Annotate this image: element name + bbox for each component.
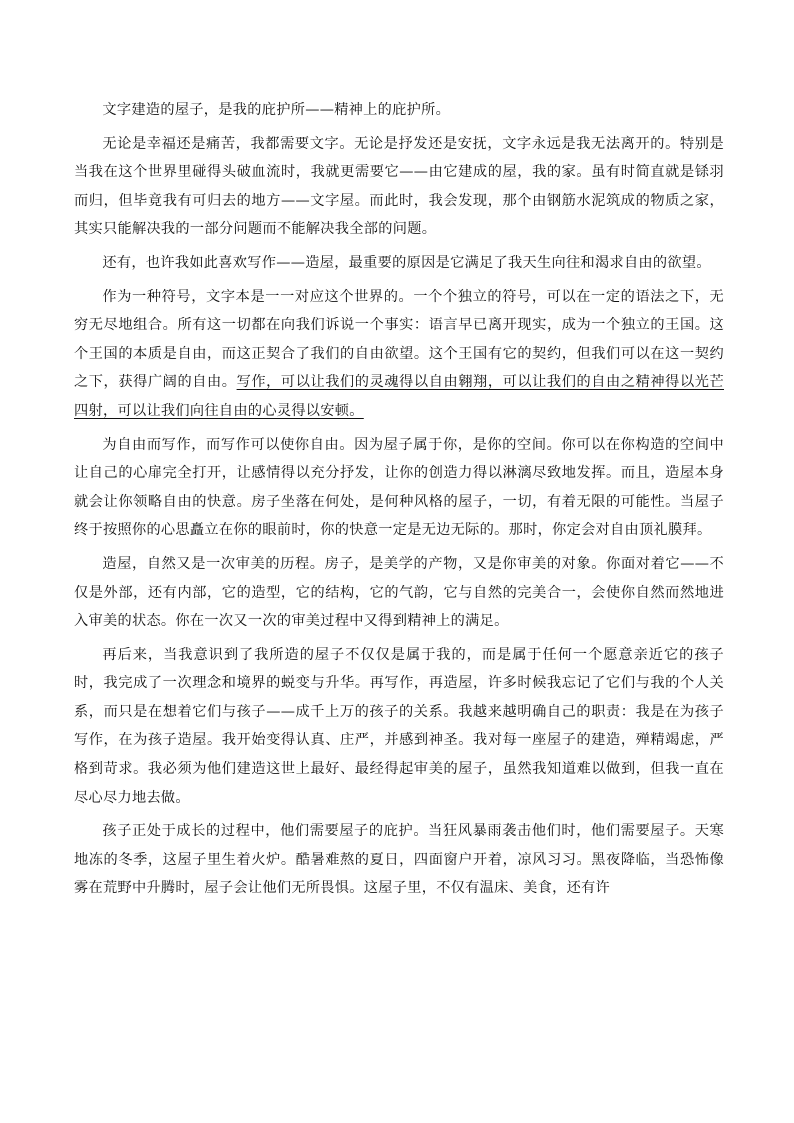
paragraph-3 <box>74 249 724 278</box>
paragraph-8 <box>74 817 724 903</box>
paragraph-4 <box>74 283 724 426</box>
paragraph-text: 作为一种符号，文字本是一一对应这个世界的。一个个独立的符号，可以在一定的语法之下，无穷无尽地组合。所有这一切都在向我们诉说一个事实：语言早已离开现实，成为一个独立的王国。这个王国的本质是自由，而这正契合了我们的自由欲望。这个王国有它的契约，但我们可以在这一契约之下，获得广阔的自由。 <box>74 288 724 391</box>
paragraph-1 <box>74 96 724 125</box>
paragraph-text: 孩子正处于成长的过程中，他们需要屋子的庇护。当狂风暴雨袭击他们时，他们需要屋子。天寒地冻的冬季，这屋子里生着火炉。酷暑难熬的夏日，四面窗户开着，凉风习习。黑夜降临，当恐怖像雾在荒野中升腾时，屋子会让他们无所畏惧。这屋子里，不仅有温床、美食，还有许 <box>74 823 724 897</box>
document-page <box>74 96 724 908</box>
paragraph-text: 文字建造的屋子，是我的庇护所——精神上的庇护所。 <box>102 102 451 118</box>
paragraph-7 <box>74 641 724 813</box>
paragraph-5 <box>74 431 724 545</box>
paragraph-text: 再后来，当我意识到了我所造的屋子不仅仅是属于我的，而是属于任何一个愿意亲近它的孩子时，我完成了一次理念和境界的蜕变与升华。再写作，再造屋，许多时候我忘记了它们与我的个人关系，而只是在想着它们与孩子——成千上万的孩子的关系。我越来越明确自己的职责：我是在为孩子写作，在为孩子造屋。我开始变得认真、庄严，并感到神圣。我对每一座屋子的建造，殚精竭虑，严格到苛求。我必须为他们建造这世上最好、最经得起审美的屋子，虽然我知道难以做到，但我一直在尽心尽力地去做。 <box>74 646 724 806</box>
paragraph-2 <box>74 130 724 244</box>
underlined-sentence: 写作，可以让我们的灵魂得以自由翱翔，可以让我们的自由之精神得以光芒四射，可以让我们向往自由的心灵得以安顿。 <box>74 374 724 419</box>
paragraph-text: 造屋，自然又是一次审美的历程。房子，是美学的产物，又是你审美的对象。你面对着它——不仅是外部，还有内部，它的造型，它的结构，它的气韵，它与自然的完美合一，会使你自然而然地进入审美的状态。你在一次又一次的审美过程中又得到精神上的满足。 <box>74 555 724 630</box>
paragraph-text: 为自由而写作，而写作可以使你自由。因为屋子属于你，是你的空间。你可以在你构造的空间中让自己的心扉完全打开，让感情得以充分抒发，让你的创造力得以淋漓尽致地发挥。而且，造屋本身就会让你领略自由的快意。房子坐落在何处，是何种风格的屋子，一切，有着无限的可能性。当屋子终于按照你的心思矗立在你的眼前时，你的快意一定是无边无际的。那时，你定会对自由顶礼膜拜。 <box>74 436 724 539</box>
paragraph-text: 无论是幸福还是痛苦，我都需要文字。无论是抒发还是安抚，文字永远是我无法离开的。特别是当我在这个世界里碰得头破血流时，我就更需要它——由它建成的屋，我的家。虽有时简直就是铩羽而归，但毕竟我有可归去的地方——文字屋。而此时，我会发现，那个由钢筋水泥筑成的物质之家，其实只能解决我的一部分问题而不能解决我全部的问题。 <box>74 135 724 238</box>
paragraph-text: 还有，也许我如此喜欢写作——造屋，最重要的原因是它满足了我天生向往和渴求自由的欲望。 <box>102 254 711 271</box>
paragraph-6 <box>74 550 724 636</box>
